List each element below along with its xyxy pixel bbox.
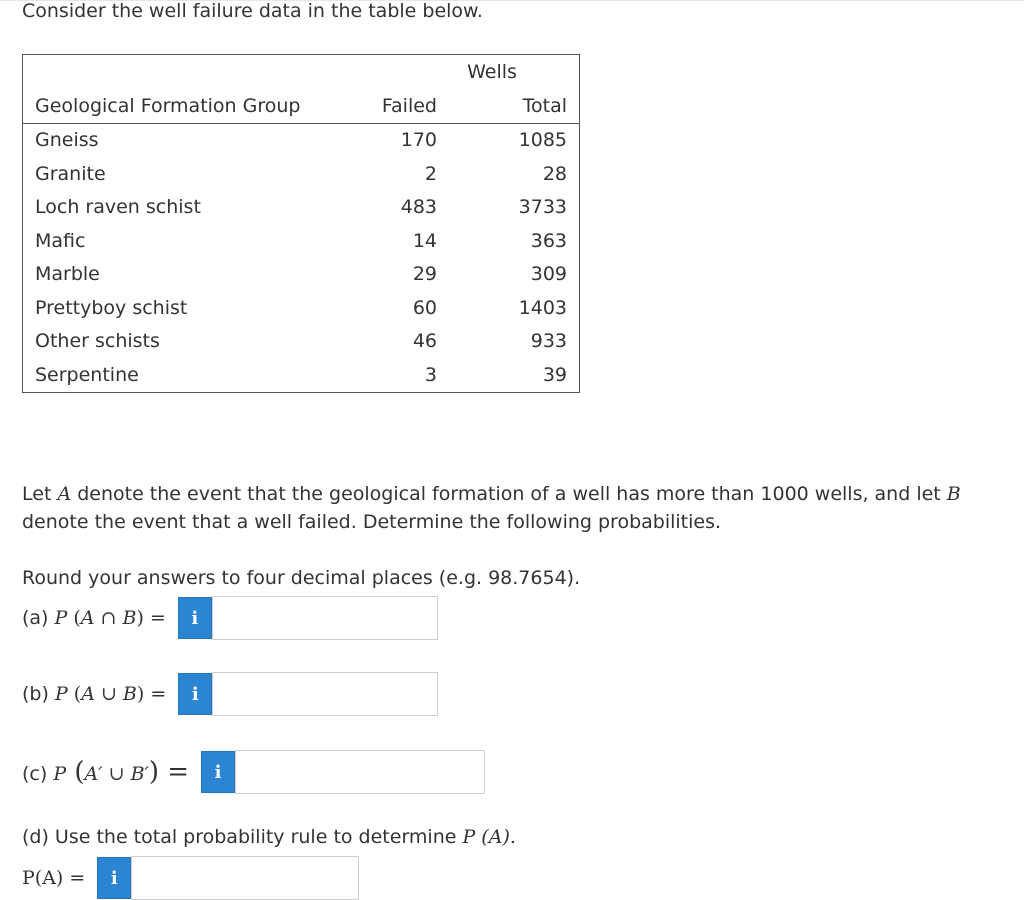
header-failed: Failed: [335, 89, 437, 123]
info-icon[interactable]: i: [178, 597, 212, 639]
cell-total: 28: [542, 162, 567, 185]
cell-failed: 46: [412, 330, 437, 353]
cell-group: Marble: [35, 263, 100, 286]
info-icon[interactable]: i: [201, 751, 235, 793]
question-d-text: (d) Use the total probability rule to determine P (A).: [22, 826, 516, 848]
cell-group: Other schists: [35, 330, 160, 353]
cell-group: Gneiss: [35, 129, 99, 152]
answer-d-input[interactable]: [131, 856, 359, 900]
cell-failed: 170: [400, 129, 437, 152]
cell-total: 1403: [518, 296, 567, 319]
cell-total: 39: [542, 363, 567, 386]
question-a: [22, 596, 438, 640]
wells-group-header: Wells: [467, 61, 517, 83]
info-icon[interactable]: i: [178, 673, 212, 715]
question-b-label: (b) P (A ∪ B) =: [22, 683, 167, 705]
question-c-label: (c) P (A′ ∪ B′) =: [22, 757, 190, 787]
problem-statement: Let A denote the event that the geological formation of a well has more than 1000 wells, and let B denote the event that a well failed. Determine the following probabilities.: [22, 483, 961, 533]
table-row: [23, 224, 580, 258]
table-row: [23, 325, 580, 359]
cell-failed: 14: [412, 229, 437, 252]
cell-failed: 2: [424, 162, 437, 185]
cell-failed: 60: [412, 296, 437, 319]
answer-c-input[interactable]: [235, 750, 485, 794]
cell-total: 363: [530, 229, 567, 252]
table-row: [23, 157, 580, 191]
cell-group: Serpentine: [35, 363, 139, 386]
cell-group: Granite: [35, 162, 106, 185]
cell-failed: 483: [400, 196, 437, 219]
answer-a-input[interactable]: [212, 596, 438, 640]
table-row: [23, 123, 580, 157]
cell-failed: 3: [424, 363, 437, 386]
header-total: Total: [437, 89, 580, 123]
cell-total: 1085: [518, 129, 567, 152]
question-a-label: (a) P (A ∩ B) =: [22, 607, 166, 629]
rounding-instruction: Round your answers to four decimal places (e.g. 98.7654).: [22, 567, 581, 589]
cell-group: Prettyboy schist: [35, 296, 188, 319]
header-group: Geological Formation Group: [23, 89, 336, 123]
cell-failed: 29: [412, 263, 437, 286]
info-icon[interactable]: i: [97, 857, 131, 899]
answer-b-input[interactable]: [212, 672, 438, 716]
var-b: B: [946, 483, 961, 505]
table-header-row: [23, 89, 580, 123]
cell-group: Loch raven schist: [35, 196, 201, 219]
question-d: [22, 856, 359, 900]
table-row: [23, 358, 580, 392]
intro-text: Consider the well failure data in the table below.: [22, 0, 483, 22]
cell-group: Mafic: [35, 229, 86, 252]
well-failure-table: [22, 54, 580, 393]
table-row: [23, 191, 580, 225]
table-row: [23, 291, 580, 325]
var-a: A: [57, 483, 72, 505]
table-row: [23, 258, 580, 292]
question-b: [22, 672, 438, 716]
table-group-header-row: [23, 55, 580, 90]
cell-total: 3733: [518, 196, 567, 219]
cell-total: 309: [530, 263, 567, 286]
question-c: [22, 750, 485, 794]
question-d-label: P(A) =: [22, 867, 86, 889]
cell-total: 933: [530, 330, 567, 353]
